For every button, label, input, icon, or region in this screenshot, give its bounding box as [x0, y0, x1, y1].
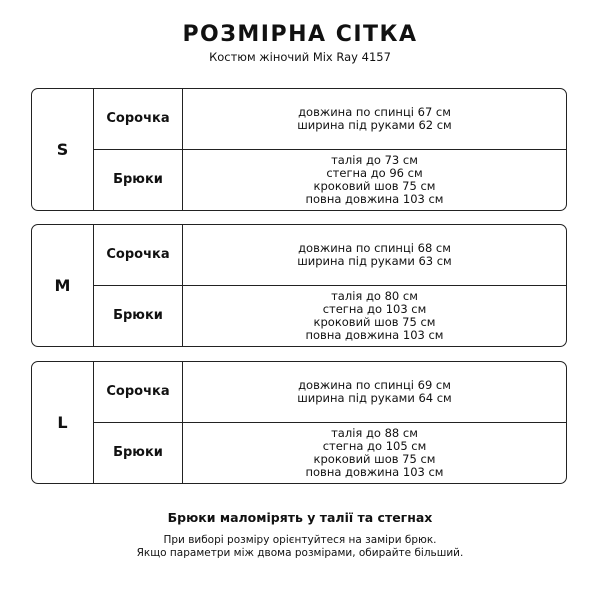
measurement: повна довжина 103 см	[305, 191, 444, 206]
measurement: ширина під руками 63 см	[297, 253, 452, 268]
shirt-row	[94, 89, 566, 150]
measurement: талія до 88 см	[331, 425, 418, 440]
size-block-s	[31, 88, 567, 211]
size-block-m	[31, 224, 567, 347]
measurement: повна довжина 103 см	[305, 327, 444, 342]
shirt-label: Сорочка	[94, 362, 183, 422]
measurement: кроковий шов 75 см	[313, 178, 436, 193]
shirt-row	[94, 225, 566, 286]
shirt-measurements	[183, 225, 566, 285]
pants-row	[94, 286, 566, 347]
pants-measurements	[183, 150, 566, 211]
fit-warning: Брюки маломірять у талії та стегнах	[167, 510, 433, 525]
pants-row	[94, 423, 566, 484]
size-block-l	[31, 361, 567, 484]
measurement: стегна до 96 см	[326, 165, 423, 180]
shirt-label: Сорочка	[94, 89, 183, 149]
product-subtitle: Костюм жіночий Mix Ray 4157	[209, 50, 391, 64]
size-label: M	[32, 225, 94, 346]
shirt-label: Сорочка	[94, 225, 183, 285]
shirt-row	[94, 362, 566, 423]
size-label: L	[32, 362, 94, 483]
measurement: ширина під руками 64 см	[297, 390, 452, 405]
measurement: ширина під руками 62 см	[297, 117, 452, 132]
pants-row	[94, 150, 566, 211]
measurement: кроковий шов 75 см	[313, 314, 436, 329]
pants-label: Брюки	[94, 286, 183, 347]
measurement: стегна до 105 см	[322, 438, 427, 453]
page-title: РОЗМІРНА СІТКА	[182, 22, 418, 47]
pants-label: Брюки	[94, 150, 183, 211]
measurement: довжина по спинці 68 см	[298, 240, 451, 255]
measurement: талія до 80 см	[331, 288, 418, 303]
measurement: талія до 73 см	[331, 152, 418, 167]
measurement: довжина по спинці 69 см	[298, 377, 451, 392]
pants-label: Брюки	[94, 423, 183, 484]
shirt-measurements	[183, 89, 566, 149]
measurement: повна довжина 103 см	[305, 464, 444, 479]
size-label: S	[32, 89, 94, 210]
measurement: кроковий шов 75 см	[313, 451, 436, 466]
measurement: довжина по спинці 67 см	[298, 104, 451, 119]
shirt-measurements	[183, 362, 566, 422]
pants-measurements	[183, 286, 566, 347]
pants-measurements	[183, 423, 566, 484]
measurement: стегна до 103 см	[322, 301, 427, 316]
fit-advice-line-1: При виборі розміру орієнтуйтеся на заміри брюк.	[163, 534, 437, 546]
fit-advice-line-2: Якщо параметри між двома розмірами, обирайте більший.	[136, 547, 464, 559]
